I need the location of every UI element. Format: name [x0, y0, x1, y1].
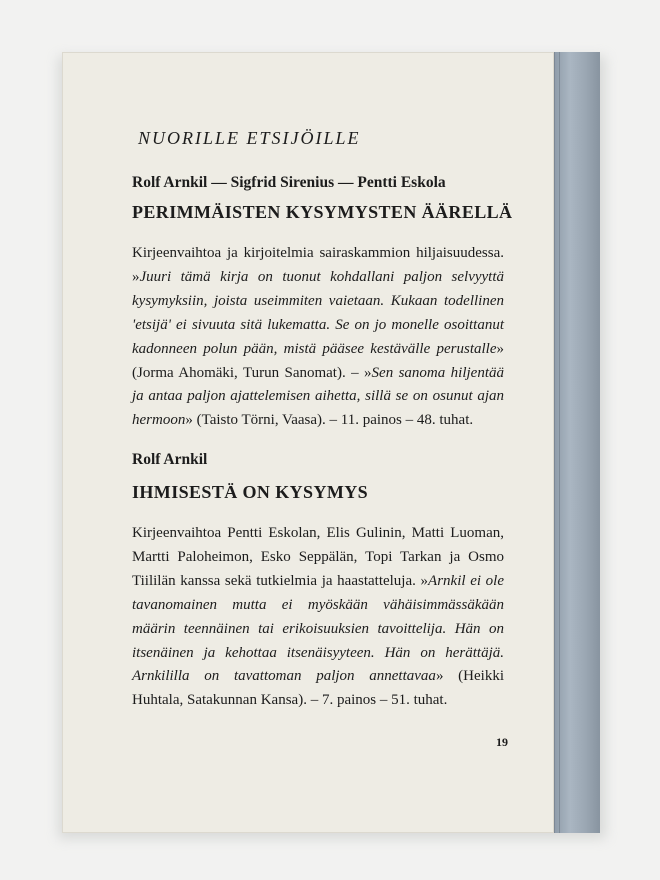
series-heading: NUORILLE ETSIJÖILLE: [138, 128, 361, 148]
entry-description: [132, 522, 504, 713]
description-text: Kirjeenvaihtoa Pentti Eskolan, Elis Gulinin, Matti Luoman, Martti Paloheimon, Esko Seppälän, Topi Tarkan ja Osmo Tiililän kanssa sekä tutkielmia ja haastatteluja. »: [132, 525, 504, 589]
entry-authors: Rolf Arnkil — Sigfrid Sirenius — Pentti Eskola: [132, 174, 446, 191]
entry-title: IHMISESTÄ ON KYSYMYS: [132, 482, 369, 502]
description-text: Kirjeenvaihtoa ja kirjoitelmia sairaskammion hiljaisuudessa. »: [132, 245, 504, 285]
review-quote: Juuri tämä kirja on tuonut kohdallani paljon selvyyttä kysymyksiin, joista useimmiten vaietaan. Kukaan todellinen 'etsijä' ei sivuuta sitä lukematta. Se on jo monelle osoittanut kadonneen polun pään, mistä pääsee kestävälle perustalle: [132, 268, 504, 357]
description-text: » (Taisto Törni, Vaasa). – 11. painos – 48. tuhat.: [185, 412, 474, 429]
entry-authors: Rolf Arnkil: [132, 451, 208, 468]
page-number: 19: [496, 735, 508, 749]
description-text: » (Heikki Huhtala, Satakunnan Kansa). – 7. painos – 51. tuhat.: [132, 668, 504, 709]
entry-description: [132, 242, 504, 433]
entry-title: PERIMMÄISTEN KYSYMYSTEN ÄÄRELLÄ: [132, 202, 513, 222]
description-text: » (Jorma Ahomäki, Turun Sanomat). – »: [132, 340, 504, 381]
review-quote: Sen sanoma hiljentää ja antaa paljon ajattelemisen aihetta, sillä se on osunut ajan hermoon: [132, 364, 504, 429]
review-quote: Arnkil ei ole tavanomainen mutta ei myöskään vähäisimmässäkään määrin teennäinen tai erikoisuuksien tavoittelija. Hän on itsenäinen ja kehottaa itsenäisyyteen. Hän on herättäjä. Arnkililla on tavattoman paljon annettavaa: [132, 572, 504, 685]
cover-text: [62, 52, 554, 833]
spine-hinge-line: [559, 52, 560, 833]
book-spine: [554, 52, 600, 833]
book-back-cover: [62, 52, 600, 833]
